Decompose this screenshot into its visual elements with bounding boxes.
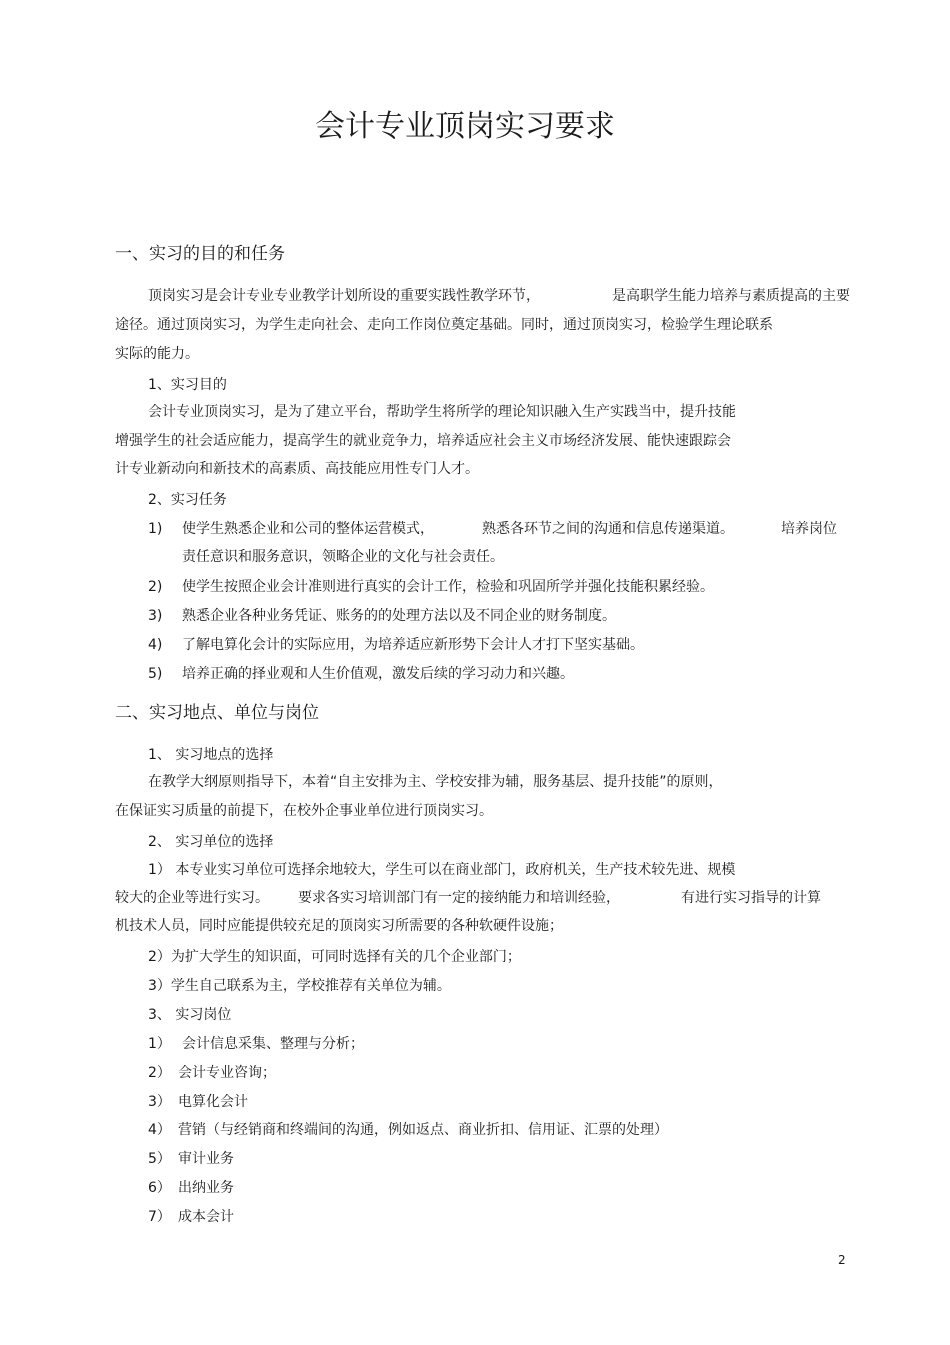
list-item-text: 使学生按照企业会计准则进行真实的会计工作，检验和巩固所学并强化技能积累经验。 xyxy=(182,579,714,595)
paragraph-line: 有进行实习指导的计算 xyxy=(681,890,821,906)
list-item-text: 成本会计 xyxy=(178,1209,234,1225)
paragraph-line: 计专业新动向和新技术的高素质、高技能应用性专门人才。 xyxy=(115,461,479,477)
list-number: 5) xyxy=(148,666,163,682)
section-heading-2: 二、实习地点、单位与岗位 xyxy=(115,703,319,723)
list-number: 4） xyxy=(148,1122,171,1138)
subsection-title: 1、实习目的 xyxy=(148,377,227,393)
list-item-text: 培养岗位 xyxy=(781,521,837,537)
subsection-title: 2、实习任务 xyxy=(148,492,227,508)
paragraph-line: 顶岗实习是会计专业专业教学计划所设的重要实践性教学环节， xyxy=(148,288,540,304)
list-item-text: 会计专业咨询； xyxy=(178,1065,276,1081)
paragraph-line: 1） 本专业实习单位可选择余地较大，学生可以在商业部门，政府机关，生产技术较先进、规模 xyxy=(148,862,736,878)
list-item-text: 使学生熟悉企业和公司的整体运营模式， xyxy=(182,521,434,537)
list-item-text: 会计信息采集、整理与分析； xyxy=(182,1036,364,1052)
list-item-text: 审计业务 xyxy=(178,1151,234,1167)
list-item-text: 了解电算化会计的实际应用，为培养适应新形势下会计人才打下坚实基础。 xyxy=(182,637,644,653)
list-number: 1） xyxy=(148,1036,171,1052)
list-number: 2） xyxy=(148,1065,171,1081)
list-item-text: 出纳业务 xyxy=(178,1180,234,1196)
paragraph-line: 途径。通过顶岗实习，为学生走向社会、走向工作岗位奠定基础。同时，通过顶岗实习，检验学生理论联系 xyxy=(115,317,773,333)
paragraph-line: 实际的能力。 xyxy=(115,346,199,362)
paragraph-line: 要求各实习培训部门有一定的接纳能力和培训经验， xyxy=(298,890,620,906)
list-number: 5） xyxy=(148,1151,171,1167)
list-number: 1) xyxy=(148,521,163,537)
paragraph-line: 在教学大纲原则指导下，本着“自主安排为主、学校安排为辅，服务基层、提升技能”的原则， xyxy=(148,774,723,790)
paragraph-line: 是高职学生能力培养与素质提高的主要 xyxy=(612,288,850,304)
paragraph-line: 较大的企业等进行实习。 xyxy=(115,890,269,906)
list-item-text: 培养正确的择业观和人生价值观，激发后续的学习动力和兴趣。 xyxy=(182,666,574,682)
list-number: 3） xyxy=(148,1094,171,1110)
list-number: 7） xyxy=(148,1209,171,1225)
subsection-title: 3、 实习岗位 xyxy=(148,1007,232,1023)
list-number: 3) xyxy=(148,608,163,624)
list-number: 4) xyxy=(148,637,163,653)
paragraph-line: 在保证实习质量的前提下，在校外企事业单位进行顶岗实习。 xyxy=(115,803,493,819)
list-item-text: 营销（与经销商和终端间的沟通，例如返点、商业折扣、信用证、汇票的处理） xyxy=(178,1122,668,1138)
paragraph-line: 3）学生自己联系为主，学校推荐有关单位为辅。 xyxy=(148,978,451,994)
section-heading-1: 一、实习的目的和任务 xyxy=(115,244,285,264)
list-number: 6） xyxy=(148,1180,171,1196)
page-number: 2 xyxy=(838,1253,846,1267)
paragraph-line: 2）为扩大学生的知识面，可同时选择有关的几个企业部门； xyxy=(148,949,521,965)
paragraph-line: 会计专业顶岗实习，是为了建立平台，帮助学生将所学的理论知识融入生产实践当中，提升技能 xyxy=(148,404,736,420)
paragraph-line: 机技术人员，同时应能提供较充足的顶岗实习所需要的各种软硬件设施； xyxy=(115,918,563,934)
subsection-title: 2、 实习单位的选择 xyxy=(148,834,274,850)
list-number: 2) xyxy=(148,579,163,595)
paragraph-line: 增强学生的社会适应能力，提高学生的就业竞争力，培养适应社会主义市场经济发展、能快速跟踪会 xyxy=(115,433,731,449)
list-item-continuation: 责任意识和服务意识，领略企业的文化与社会责任。 xyxy=(182,549,504,565)
document-title: 会计专业顶岗实习要求 xyxy=(315,109,615,144)
list-item-text: 熟悉企业各种业务凭证、账务的的处理方法以及不同企业的财务制度。 xyxy=(182,608,616,624)
list-item-text: 电算化会计 xyxy=(178,1094,248,1110)
subsection-title: 1、 实习地点的选择 xyxy=(148,747,274,763)
list-item-text: 熟悉各环节之间的沟通和信息传递渠道。 xyxy=(482,521,734,537)
